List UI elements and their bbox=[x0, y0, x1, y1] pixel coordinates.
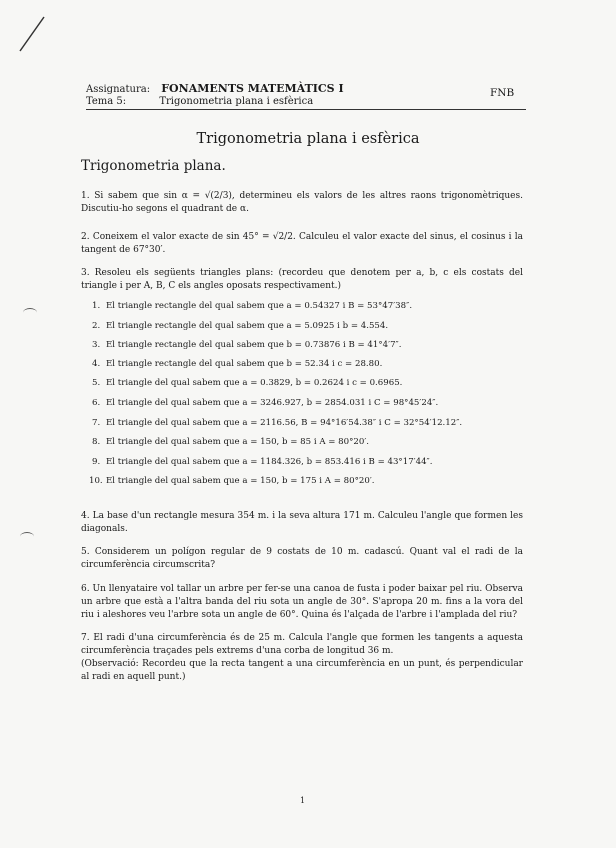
punch-hole-mark bbox=[23, 308, 37, 317]
subject-value: FONAMENTS MATEMÀTICS I bbox=[161, 82, 344, 95]
header-subject bbox=[86, 83, 344, 96]
triangle-item: 8. El triangle del qual sabem que a = 150, b = 85 i A = 80°20′. bbox=[92, 437, 370, 447]
triangle-item: 5. El triangle del qual sabem que a = 0.3829, b = 0.2624 i c = 0.6965. bbox=[92, 378, 403, 388]
problem-5: 5. Considerem un polígon regular de 9 costats de 10 m. cadascú. Quant val el radi de la circumferència circumscrita? bbox=[81, 547, 523, 570]
topic-value: Trigonometria plana i esfèrica bbox=[159, 96, 314, 107]
header-rule bbox=[86, 109, 526, 110]
triangle-item: 2. El triangle rectangle del qual sabem que a = 5.0925 i b = 4.554. bbox=[92, 321, 389, 331]
triangle-item: 10. El triangle del qual sabem que a = 150, b = 175 i A = 80°20′. bbox=[89, 476, 375, 486]
pen-mark bbox=[18, 13, 48, 53]
section-heading: Trigonometria plana. bbox=[81, 158, 226, 174]
problem-2: 2. Coneixem el valor exacte de sin 45° = √2/2. Calculeu el valor exacte del sinus, el cosinus i la tangent de 67°30′. bbox=[81, 232, 523, 255]
topic-label: Tema 5: bbox=[86, 96, 127, 107]
problem-1: 1. Si sabem que sin α = √(2/3), determineu els valors de les altres raons trigonomètriques. Discutiu-ho segons el quadrant de α. bbox=[81, 191, 523, 214]
triangle-item: 6. El triangle del qual sabem que a = 3246.927, b = 2854.031 i C = 98°45′24″. bbox=[92, 398, 439, 408]
triangle-item: 9. El triangle del qual sabem que a = 1184.326, b = 853.416 i B = 43°17′44″. bbox=[92, 457, 433, 467]
problem-7-note: (Observació: Recordeu que la recta tangent a una circumferència en un punt, és perpendicular al radi en aquell punt.) bbox=[81, 659, 523, 682]
triangle-item: 1. El triangle rectangle del qual sabem que a = 0.54327 i B = 53°47′38″. bbox=[92, 301, 413, 311]
subject-label: Assignatura: bbox=[86, 84, 151, 95]
header-code: FNB bbox=[490, 87, 515, 99]
page-number: 1 bbox=[300, 796, 306, 805]
header-topic bbox=[86, 96, 313, 108]
problem-4: 4. La base d'un rectangle mesura 354 m. i la seva altura 171 m. Calculeu l'angle que formen les diagonals. bbox=[81, 511, 523, 534]
punch-hole-mark bbox=[20, 532, 34, 541]
triangle-item: 7. El triangle del qual sabem que a = 2116.56, B = 94°16′54.38″ i C = 32°54′12.12″. bbox=[92, 418, 463, 428]
triangle-item: 4. El triangle rectangle del qual sabem que b = 52.34 i c = 28.80. bbox=[92, 359, 383, 369]
triangle-item: 3. El triangle rectangle del qual sabem que b = 0.73876 i B = 41°4′7″. bbox=[92, 340, 402, 350]
problem-3: 3. Resoleu els següents triangles plans: (recordeu que denotem per a, b, c els costats del triangle i per A, B, C els angles oposats respectivament.) bbox=[81, 268, 523, 291]
problem-6: 6. Un llenyataire vol tallar un arbre per fer-se una canoa de fusta i poder baixar pel riu. Observa un arbre que està a l'altra banda del riu sota un angle de 30°. S'apropa 20 m. fins a la vora del riu i aleshores veu l'arbre sota un angle de 60°. Quina és l'alçada de l'arbre i l'amplada del riu? bbox=[81, 584, 523, 620]
page-title: Trigonometria plana i esfèrica bbox=[196, 131, 420, 147]
problem-7: 7. El radi d'una circumferència és de 25 m. Calcula l'angle que formen les tangents a aquesta circumferència traçades pels extrems d'una corba de longitud 36 m. (Observació: Recordeu que la recta tangent a una circumferència en un punt, és perpendicular al radi en aquell punt.) bbox=[81, 633, 523, 682]
